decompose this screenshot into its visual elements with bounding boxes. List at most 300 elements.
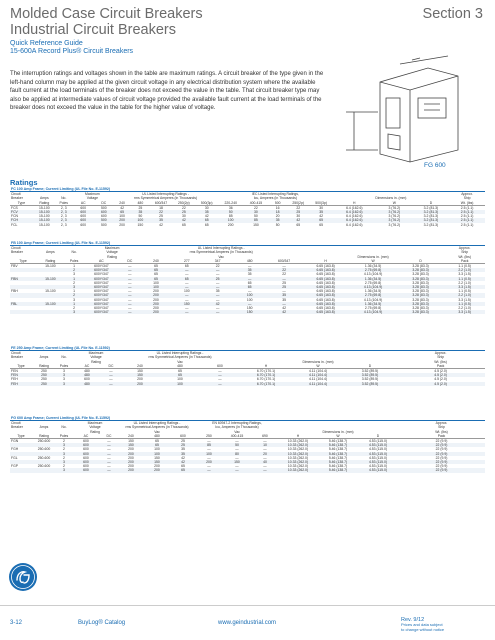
fc-col-header: 220-240 xyxy=(218,201,243,206)
table-cell: 150 xyxy=(144,460,170,464)
fc-h1-circuit: Circuit xyxy=(11,192,21,197)
table-cell: 200 xyxy=(118,460,144,464)
table-cell: 4.5 (2.0) xyxy=(434,369,447,374)
table-cell: — xyxy=(233,302,266,306)
table-cell: — xyxy=(185,306,189,311)
table-cell: 150 xyxy=(246,306,253,311)
table-cell: 30 xyxy=(319,205,323,210)
table-cell: 42 xyxy=(120,205,124,210)
table-cell: 20 xyxy=(275,214,280,219)
table-cell: 15-100 xyxy=(33,218,56,222)
table-cell: 1.1 (0.5) xyxy=(458,289,471,294)
table-cell: 3.28 (83.3) xyxy=(397,268,444,272)
table-cell: — xyxy=(252,468,278,472)
table-cell: 42 xyxy=(204,214,209,219)
table-cell: 3 (76.2) xyxy=(388,205,401,210)
table-cell: 600 xyxy=(83,447,89,452)
table-cell: 25 xyxy=(138,205,143,210)
disclaimer-line-2: to change without notice xyxy=(401,626,445,632)
fb-col-header: 240 xyxy=(141,259,172,264)
table-cell: 200 xyxy=(153,306,159,311)
table-cell: 15-100 xyxy=(45,264,56,269)
table-cell: 600 xyxy=(72,452,100,456)
table-cell: 6.65 (163.8) xyxy=(316,289,335,294)
table-cell: 150 xyxy=(154,455,160,460)
fg-col-header: Type xyxy=(10,434,32,439)
table-cell: — xyxy=(185,297,189,302)
table-cell: 4.53 (115.0) xyxy=(358,452,398,456)
table-cell: 25 xyxy=(287,210,310,214)
fb-h1-ul: UL Listed Interrupting Ratings - xyxy=(197,246,245,251)
table-cell: FBV xyxy=(11,264,18,269)
table-cell: 2 xyxy=(63,464,65,469)
table-cell: 4.13 (104.9) xyxy=(363,297,383,302)
fg-h1-ul: UL Listed Interrupting Ratings - xyxy=(133,421,181,426)
disclaimer-line-1: Prices and data subject xyxy=(401,622,443,627)
table-cell: 35 xyxy=(269,218,287,222)
table-cell: 4.53 (115.0) xyxy=(358,443,398,447)
table-cell: 22 xyxy=(181,205,186,210)
table-cell: 2.2 (1.0) xyxy=(444,268,485,272)
table-cell: 22 (9.9) xyxy=(435,447,448,452)
table-cell: 200 xyxy=(227,222,234,227)
table-cell: 22 xyxy=(296,205,301,210)
fe-h2-no: No. xyxy=(61,355,67,360)
fc-col-header: 480 xyxy=(131,201,149,206)
table-cell: — xyxy=(128,272,132,277)
table-cell: 4.13 (104.9) xyxy=(349,285,396,289)
table-cell: — xyxy=(207,464,211,469)
fc-col-header: 600/347 xyxy=(150,201,173,206)
fg-h2b-vac-en: Vac xyxy=(234,429,240,434)
table-cell: 4.53 (115.0) xyxy=(358,460,398,464)
table-cell: 6.70 (170.1) xyxy=(256,377,276,382)
table-cell xyxy=(10,468,32,472)
table-cell: 150 xyxy=(128,439,134,444)
fe-h2-breaker: Breaker xyxy=(11,355,23,360)
table-cell: 200 xyxy=(118,452,144,456)
table-cell: — xyxy=(107,447,111,452)
table-cell: 3 (76.2) xyxy=(376,210,413,214)
table-cell: — xyxy=(128,289,132,294)
table-cell: — xyxy=(119,285,140,289)
table-cell: 10.33 (262.0) xyxy=(278,460,318,464)
table-cell: 2 xyxy=(73,306,76,311)
table-cell: 18 xyxy=(159,205,163,210)
table-row xyxy=(10,468,485,472)
fc-table-caption: FC 100 Amp Frame; Current Limiting (UL File No. E-11592) xyxy=(10,187,485,192)
table-cell: 2 xyxy=(65,268,84,272)
table-cell: 600Y/347 xyxy=(94,280,109,285)
table-cell: 5.46 (138.7) xyxy=(318,443,358,447)
table-cell: 65 xyxy=(184,264,189,269)
table-cell: 600 xyxy=(83,464,89,469)
table-cell: 150 xyxy=(120,373,160,377)
fc-col-header: D xyxy=(413,201,450,206)
table-cell: 100 xyxy=(141,285,172,289)
table-cell: FEN xyxy=(11,369,18,374)
table-cell: 22 (9.9) xyxy=(398,468,485,472)
table-cell: 600 xyxy=(84,377,90,382)
table-cell: FCS xyxy=(11,205,18,210)
ratings-heading: Ratings xyxy=(10,178,38,187)
fe-h2-amps: Amps xyxy=(39,355,49,360)
fb-h1-circuit: Circuit xyxy=(11,246,21,251)
table-cell: — xyxy=(107,464,111,469)
table-cell: 4.53 (115.0) xyxy=(368,447,388,452)
table-cell: 6.4 (162.6) xyxy=(333,218,376,222)
table-cell: 18 xyxy=(269,210,287,214)
table-cell: 20 xyxy=(252,452,278,456)
table-cell: — xyxy=(102,382,120,386)
table-cell: FBN xyxy=(10,277,36,281)
table-cell: — xyxy=(247,289,252,294)
fe-col-header: Poles xyxy=(56,364,72,369)
table-cell: FEH xyxy=(10,382,32,386)
table-cell: 2.75 (69.8) xyxy=(364,306,382,311)
table-cell: — xyxy=(218,369,222,374)
table-cell: 100 xyxy=(153,280,159,285)
table-cell: 600 xyxy=(72,210,95,214)
table-cell: 65 xyxy=(178,369,182,374)
table-cell: 50 xyxy=(138,214,143,219)
fg-col-header: AC xyxy=(72,434,100,439)
fb-col-header: W xyxy=(349,259,396,264)
table-cell: — xyxy=(171,285,202,289)
fe-frame-table xyxy=(10,346,485,386)
table-cell: 100 xyxy=(144,452,170,456)
table-cell: 150 xyxy=(137,222,144,227)
fe-h2b-dims: Dimensions in. (mm) xyxy=(302,359,334,364)
table-cell: 25 xyxy=(159,214,163,219)
table-cell: 15-100 xyxy=(45,289,56,294)
table-cell: — xyxy=(107,439,111,444)
table-cell: 200 xyxy=(113,218,131,222)
table-cell: — xyxy=(196,468,222,472)
table-cell: — xyxy=(100,443,118,447)
table-cell: 30 xyxy=(204,205,209,210)
table-cell: 2, 3 xyxy=(60,222,67,227)
table-cell: — xyxy=(200,382,240,386)
fc-col-header: 500(3p) xyxy=(195,201,218,206)
table-cell: — xyxy=(235,455,239,460)
table-cell: 100 xyxy=(183,289,190,294)
table-cell: 22 xyxy=(150,210,173,214)
table-cell: 15-100 xyxy=(39,222,50,227)
table-cell: FGN xyxy=(11,439,19,444)
table-cell: 150 xyxy=(233,310,266,314)
table-cell: 4.13 (104.9) xyxy=(349,310,396,314)
page-number: 3-12 xyxy=(10,620,23,626)
fe-col-header: D xyxy=(344,364,396,369)
table-cell: 25 xyxy=(181,439,185,444)
table-cell: 3 (76.2) xyxy=(388,222,401,227)
fb-col-header: Poles xyxy=(65,259,84,264)
table-cell: 40 xyxy=(252,460,278,464)
table-cell: 600 xyxy=(80,214,87,219)
table-cell: 3.2 (81.3) xyxy=(413,218,450,222)
table-cell: 4.5 (2.0) xyxy=(434,377,447,382)
fe-col-header: Pack xyxy=(396,364,485,369)
fb-col-header: 480 xyxy=(233,259,266,264)
table-cell: FCN xyxy=(11,214,18,219)
fc-h2-dims: Dimensions in. (mm) xyxy=(375,196,407,201)
table-cell: FEN xyxy=(10,373,32,377)
table-cell: — xyxy=(202,310,233,314)
table-cell: 35 xyxy=(233,268,266,272)
table-cell: 1 xyxy=(73,264,76,269)
table-cell: — xyxy=(215,272,220,277)
table-cell: 6.65 (163.8) xyxy=(316,264,335,269)
table-cell: 3.52 (89.5) xyxy=(361,377,379,382)
fg-col-header: H xyxy=(278,434,318,439)
table-cell: 35 xyxy=(131,210,149,214)
table-cell: 10.33 (262.0) xyxy=(278,468,318,472)
subtitle-product-line: 15-600A Record Plus® Circuit Breakers xyxy=(10,48,134,55)
table-cell: 480 xyxy=(72,382,102,386)
table-cell: 500 xyxy=(95,218,113,222)
table-cell: 200 xyxy=(128,447,134,452)
revision-note xyxy=(401,617,444,632)
table-cell: 3 (76.2) xyxy=(388,214,401,219)
table-cell: 30 xyxy=(296,214,301,219)
table-cell: 35 xyxy=(195,210,218,214)
table-cell: 15-100 xyxy=(39,214,50,219)
table-cell: 4.53 (115.0) xyxy=(368,455,388,460)
table-cell: — xyxy=(263,464,267,469)
fe-h1-approx: Approx. xyxy=(434,351,447,356)
table-cell: — xyxy=(119,268,140,272)
table-cell: 22 xyxy=(282,272,286,277)
table-cell: — xyxy=(215,306,220,311)
website-link[interactable]: www.geindustrial.com xyxy=(218,620,277,626)
fc-h2-ship: Ship xyxy=(463,196,471,201)
fg-col-header: DC xyxy=(100,434,118,439)
fg-h2-ul: rms Symmetrical Amperes (in Thousands) xyxy=(125,425,189,430)
table-cell: 200 xyxy=(141,293,172,297)
table-cell: — xyxy=(109,377,113,382)
table-cell: 100 xyxy=(218,218,243,222)
table-cell: 480 xyxy=(72,373,102,377)
table-cell: — xyxy=(202,285,233,289)
fg-col-header: Rating xyxy=(32,434,56,439)
table-cell: 200 xyxy=(153,289,159,294)
table-cell: 22 xyxy=(254,205,258,210)
table-cell: 85 xyxy=(196,443,222,447)
table-cell: 50 xyxy=(254,214,258,219)
table-cell: 1.36 (34.5) xyxy=(364,264,382,269)
table-cell: 6.65 (163.8) xyxy=(302,285,349,289)
fe-col-header: 480 xyxy=(160,364,200,369)
table-cell: 65 xyxy=(170,468,196,472)
fg-h1-max: Maximum xyxy=(87,421,103,426)
fg-col-header: 600 xyxy=(170,434,196,439)
table-cell: 3 xyxy=(56,452,72,456)
table-row xyxy=(10,223,485,227)
table-cell: 65 xyxy=(181,222,186,227)
fc-col-header: 400-415 xyxy=(243,201,268,206)
table-cell: 200 xyxy=(137,377,143,382)
table-cell: 65 xyxy=(247,280,252,285)
table-cell: — xyxy=(215,280,220,285)
fe-table-caption: FE 250 Amp Frame; Current Limiting (UL File No. E-11592) xyxy=(10,346,485,351)
table-cell: 1.36 (34.5) xyxy=(364,289,382,294)
fb-col-header: H xyxy=(302,259,349,264)
table-cell: 80 xyxy=(222,452,252,456)
table-cell: 2 xyxy=(63,447,65,452)
table-cell: 22 (9.9) xyxy=(398,460,485,464)
table-cell: 200 xyxy=(120,382,160,386)
table-cell: 3.2 (81.3) xyxy=(423,222,439,227)
fb-col-header: Type xyxy=(10,259,36,264)
table-cell: 2.2 (1.0) xyxy=(444,293,485,297)
table-cell: — xyxy=(102,373,120,377)
table-cell: 5.46 (138.7) xyxy=(328,464,348,469)
table-cell: 5.46 (138.7) xyxy=(328,455,348,460)
table-cell: 22 (9.9) xyxy=(435,455,448,460)
table-cell: 42 xyxy=(319,214,323,219)
table-cell: 2 xyxy=(63,439,65,444)
table-cell: 25 xyxy=(202,277,233,281)
table-cell: 30 xyxy=(181,214,186,219)
table-cell: — xyxy=(215,297,220,302)
table-cell: 6.65 (163.8) xyxy=(316,306,335,311)
table-cell: 150 xyxy=(171,302,202,306)
table-cell: 600Y/347 xyxy=(94,272,109,277)
fg-col-header: 480 xyxy=(144,434,170,439)
table-cell: 25 xyxy=(170,443,196,447)
table-cell: 65 xyxy=(141,277,172,281)
table-cell: 600 xyxy=(83,439,89,444)
fc-col-header: 240 xyxy=(113,201,131,206)
table-cell: 250 xyxy=(32,373,56,377)
fe-h2b-rating: Rating xyxy=(91,359,101,364)
table-cell: 3.28 (83.3) xyxy=(412,280,429,285)
table-cell: 6.65 (163.8) xyxy=(316,280,335,285)
table-cell: — xyxy=(235,439,239,444)
fc-col-header: H xyxy=(333,201,376,206)
table-cell: 6.70 (170.1) xyxy=(240,373,292,377)
table-cell: — xyxy=(222,468,252,472)
table-cell: — xyxy=(263,439,267,444)
table-cell: — xyxy=(263,447,267,452)
table-cell: 4.11 (104.4) xyxy=(308,369,328,374)
table-cell: 250-600 xyxy=(37,447,51,452)
table-cell: 2.75 (69.8) xyxy=(349,293,396,297)
fe-h1-max: Maximum xyxy=(88,351,104,356)
table-cell: FEH xyxy=(11,377,18,382)
table-cell: 600 xyxy=(95,210,113,214)
fc-col-header: 500(3p) xyxy=(310,201,333,206)
table-cell: 3 xyxy=(65,310,84,314)
table-cell: 65 xyxy=(319,222,323,227)
table-cell: 600 xyxy=(80,222,87,227)
table-cell: 25 xyxy=(266,285,302,289)
table-cell: 200 xyxy=(119,222,125,227)
table-cell: — xyxy=(171,293,202,297)
table-cell: 4.11 (104.4) xyxy=(292,373,344,377)
table-cell: 250 xyxy=(41,377,47,382)
table-cell: 1 xyxy=(65,302,84,306)
table-cell: 2.5 (1.1) xyxy=(460,214,474,219)
fc-col-header: 500 xyxy=(269,201,287,206)
table-cell: 200 xyxy=(144,468,170,472)
table-cell: — xyxy=(119,310,140,314)
fc-h1-approx: Approx. xyxy=(461,192,473,197)
table-cell: 6.4 (162.6) xyxy=(346,214,363,219)
table-cell: 150 xyxy=(222,460,252,464)
fg-col-header: 250 xyxy=(196,434,222,439)
table-cell: 65 xyxy=(181,464,185,469)
footer-divider xyxy=(0,605,495,606)
table-cell: 22 (9.9) xyxy=(435,464,448,469)
table-cell: 600Y/347 xyxy=(94,264,109,269)
table-cell: 4.5 (2.0) xyxy=(396,382,485,386)
table-cell: 5.46 (138.7) xyxy=(328,439,348,444)
table-cell: 150 xyxy=(253,222,259,227)
subtitle-quick-reference: Quick Reference Guide xyxy=(10,40,83,47)
table-cell: 600Y/347 xyxy=(84,268,120,272)
table-cell: 3.28 (83.3) xyxy=(397,293,444,297)
table-cell: 25 xyxy=(172,210,195,214)
table-cell: 5.46 (138.7) xyxy=(318,460,358,464)
table-cell: 42 xyxy=(287,218,310,222)
table-cell: 600Y/347 xyxy=(84,310,120,314)
fb-h2b-rating: Rating xyxy=(107,254,117,259)
table-cell: 3 xyxy=(63,369,65,374)
table-cell: 42 xyxy=(266,310,302,314)
table-cell: 3.2 (81.3) xyxy=(413,210,450,214)
table-cell: 150 xyxy=(137,369,143,374)
table-cell: 1 xyxy=(65,277,84,281)
table-cell: 3.3 (1.5) xyxy=(458,272,471,277)
table-cell: — xyxy=(266,277,302,281)
fe-col-header: Type xyxy=(10,364,32,369)
table-cell: 6.65 (163.8) xyxy=(302,293,349,297)
fe-h2b-wt: Wt. (lbs) xyxy=(434,359,447,364)
fg-h2-no: No. xyxy=(61,425,67,430)
table-cell: 15-100 xyxy=(39,205,50,210)
table-cell: 50 xyxy=(275,222,280,227)
table-cell: — xyxy=(233,277,266,281)
fe-h2-ship: Ship xyxy=(437,355,444,360)
fb-h2-breaker: Breaker xyxy=(11,250,23,255)
fe-h1-circuit: Circuit xyxy=(11,351,21,356)
table-cell: 2, 3 xyxy=(60,205,67,210)
table-cell: 42 xyxy=(202,302,233,306)
table-cell: 3.3 (1.5) xyxy=(444,310,485,314)
table-cell: 200 xyxy=(118,468,144,472)
table-cell: FGP xyxy=(11,464,18,469)
table-cell: — xyxy=(266,302,302,306)
table-cell: 2, 3 xyxy=(60,214,67,219)
table-cell: — xyxy=(207,455,211,460)
fc-h2-amps: Amps xyxy=(39,196,49,201)
table-cell: 6.4 (162.6) xyxy=(346,222,363,227)
fc-col-header: AC xyxy=(72,201,95,206)
fe-col-header: Rating xyxy=(32,364,56,369)
fb-col-header: 347 xyxy=(202,259,233,264)
table-cell: 4.53 (115.0) xyxy=(368,464,388,469)
table-cell: 600Y/347 xyxy=(94,297,109,302)
table-cell: 2.5 (1.1) xyxy=(449,218,485,222)
fb-h2-amps: Amps xyxy=(46,250,55,255)
fg-table-caption: FG 600 Amp Frame; Current Limiting (UL File No. E-11592) xyxy=(10,416,485,421)
fb-col-header: DC xyxy=(119,259,140,264)
table-cell: 65 xyxy=(233,285,266,289)
table-cell: — xyxy=(207,447,211,452)
table-cell: — xyxy=(235,447,239,452)
